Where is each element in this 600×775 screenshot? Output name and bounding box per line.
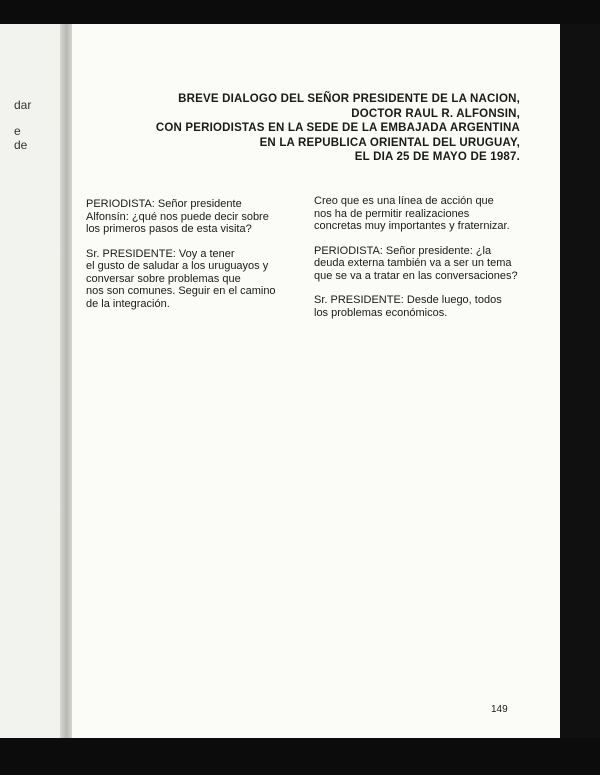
page-number: 149 [491, 704, 508, 715]
heading-line: BREVE DIALOGO DEL SEÑOR PRESIDENTE DE LA NACION, [178, 93, 520, 105]
scan-top-border [0, 0, 600, 24]
heading-line: CON PERIODISTAS EN LA SEDE DE LA EMBAJADA ARGENTINA [155, 122, 520, 134]
heading-line: EL DIA 25 DE MAYO DE 1987. [354, 151, 520, 163]
margin-fragment: dar [14, 98, 32, 112]
dialogue-paragraph: Sr. PRESIDENTE: Voy a tener el gusto de saludar a los uruguayos y conversar sobre problemas que nos son comunes. Seguir en el camino de la integración. [86, 247, 276, 310]
scan-bottom-border [0, 738, 600, 775]
dialogue-paragraph: PERIODISTA: Señor presidente: ¿la deuda externa también va a ser un tema que se va a tratar en las conversaciones? [314, 244, 518, 282]
dialogue-paragraph: Creo que es una línea de acción que nos ha de permitir realizaciones concretas muy importantes y fraternizar. [314, 195, 510, 232]
left-column [86, 198, 281, 322]
dialogue-paragraph: Sr. PRESIDENTE: Desde luego, todos los problemas económicos. [314, 294, 502, 319]
book-page [72, 24, 560, 738]
margin-fragment: de [14, 138, 28, 152]
dialogue-paragraph: PERIODISTA: Señor presidente Alfonsín: ¿qué nos puede decir sobre los primeros pasos de esta visita? [86, 198, 269, 235]
heading-line: EN LA REPUBLICA ORIENTAL DEL URUGUAY, [259, 136, 520, 149]
page-heading [156, 92, 520, 165]
margin-fragment: e [14, 124, 21, 138]
heading-line: DOCTOR RAUL R. ALFONSIN, [351, 107, 520, 120]
right-column [314, 195, 519, 331]
scan-right-border [560, 24, 600, 738]
